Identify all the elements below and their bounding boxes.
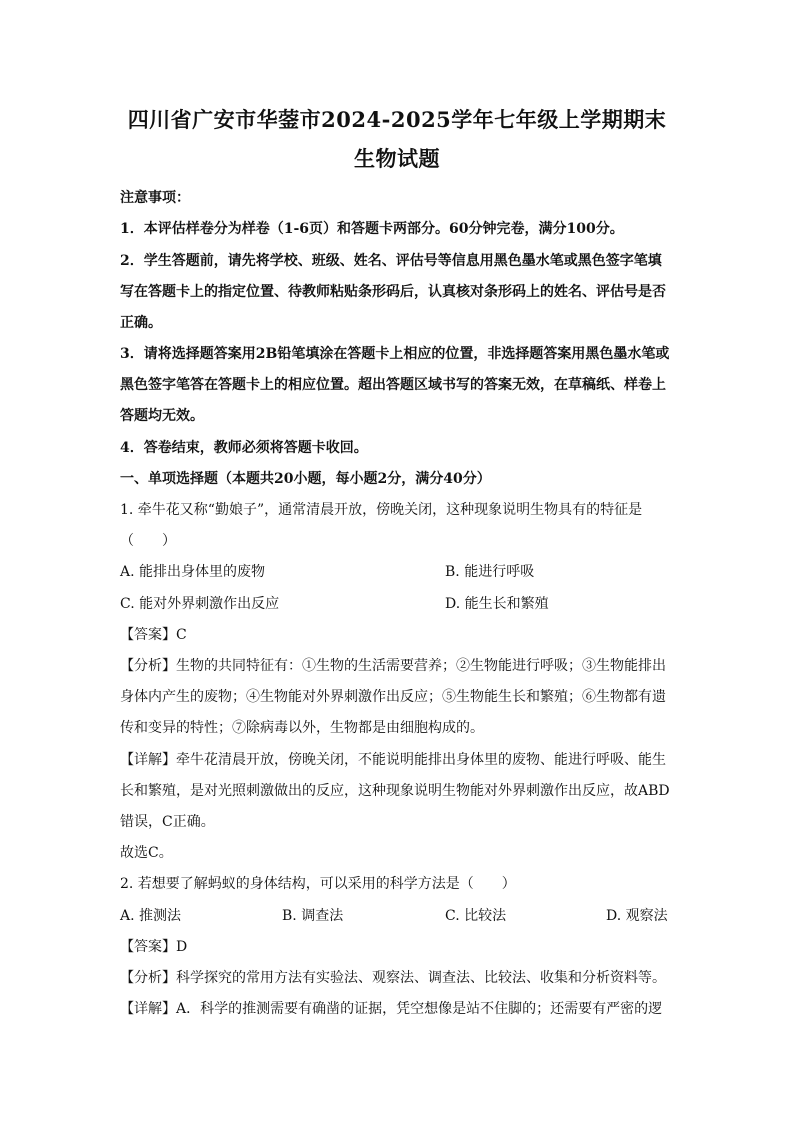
notice-item-3-line-2: 黑色签字笔答在答题卡上的相应位置。超出答题区域书写的答案无效，在草稿纸、样卷上: [120, 377, 666, 393]
exam-title-line1: 四川省广安市华蓥市2024-2025学年七年级上学期期末: [127, 107, 667, 132]
notice-item-3-line-1: 3．请将选择题答案用2B铅笔填涂在答题卡上相应的位置，非选择题答案用黑色墨水笔或: [120, 346, 670, 362]
q1-detail-line-3: 错误，C正确。: [120, 814, 215, 830]
q1-analysis-line-1: 【分析】生物的共同特征有：①生物的生活需要营养；②生物能进行呼吸；③生物能排出: [120, 658, 666, 674]
notice-item-4: 4．答卷结束，教师必须将答题卡收回。: [120, 440, 368, 456]
notice-item-3-line-3: 答题均无效。: [120, 408, 204, 424]
q1-analysis-line-3: 传和变异的特性；⑦除病毒以外，生物都是由细胞构成的。: [120, 720, 484, 736]
q1-option-d: D. 能生长和繁殖: [445, 596, 549, 612]
q1-analysis-line-2: 身体内产生的废物；④生物能对外界刺激作出反应；⑤生物能生长和繁殖；⑥生物都有遗: [120, 689, 666, 705]
q2-option-c: C. 比较法: [445, 908, 507, 924]
q2-analysis: 【分析】科学探究的常用方法有实验法、观察法、调查法、比较法、收集和分析资料等。: [120, 970, 666, 986]
q1-stem-line-1: 1. 牵牛花又称“勤娘子”，通常清晨开放，傍晚关闭，这种现象说明生物具有的特征是: [120, 502, 643, 518]
q1-option-a: A. 能排出身体里的废物: [120, 564, 266, 580]
q2-detail-line-1: 【详解】A．科学的推测需要有确凿的证据，凭空想像是站不住脚的；还需要有严密的逻: [120, 1001, 663, 1017]
q1-option-c: C. 能对外界刺激作出反应: [120, 596, 280, 612]
q2-answer: 【答案】D: [120, 939, 188, 955]
q1-stem-line-2: （ ）: [120, 533, 176, 549]
q1-answer: 【答案】C: [120, 627, 187, 643]
q1-detail-line-2: 长和繁殖，是对光照刺激做出的反应，这种现象说明生物能对外界刺激作出反应，故ABD: [120, 783, 670, 799]
q2-option-b: B. 调查法: [282, 908, 344, 924]
q2-option-a: A. 推测法: [120, 908, 182, 924]
q1-conclusion: 故选C。: [120, 845, 173, 861]
notice-item-2-line-3: 正确。: [120, 315, 162, 331]
exam-title-line2: 生物试题: [354, 146, 440, 171]
section-1-heading: 一、单项选择题（本题共20小题，每小题2分，满分40分）: [120, 471, 491, 487]
notice-heading: 注意事项：: [120, 190, 190, 206]
notice-item-2-line-2: 写在答题卡上的指定位置、待教师粘贴条形码后，认真核对条形码上的姓名、评估号是否: [120, 284, 666, 300]
notice-item-1: 1．本评估样卷分为样卷（1-6页）和答题卡两部分。60分钟完卷，满分100分。: [120, 221, 624, 237]
notice-item-2-line-1: 2．学生答题前，请先将学校、班级、姓名、评估号等信息用黑色墨水笔或黑色签字笔填: [120, 253, 662, 269]
q2-stem: 2. 若想要了解蚂蚁的身体结构，可以采用的科学方法是（ ）: [120, 876, 516, 892]
q2-option-d: D. 观察法: [606, 908, 668, 924]
q1-detail-line-1: 【详解】牵牛花清晨开放，傍晚关闭，不能说明能排出身体里的废物、能进行呼吸、能生: [120, 752, 666, 768]
q1-option-b: B. 能进行呼吸: [445, 564, 535, 580]
